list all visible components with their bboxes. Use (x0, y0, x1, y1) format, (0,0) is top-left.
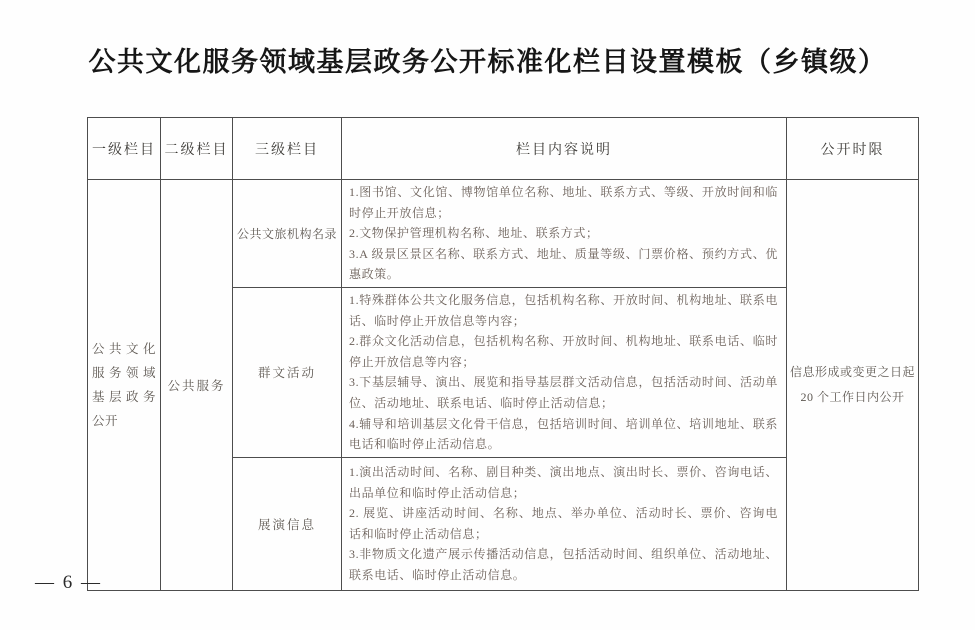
content-item: 3.非物质文化遗产展示传播活动信息，包括活动时间、组织单位、活动地址、联系电话、临时停止活动信息。 (349, 547, 778, 582)
header-level1: 一级栏目 (88, 118, 161, 180)
header-level3: 三级栏目 (233, 118, 342, 180)
cell-disclosure-deadline (787, 180, 919, 591)
cell-level3-row1: 公共文旅机构名录 (233, 180, 342, 288)
document-title: 公共文化服务领域基层政务公开标准化栏目设置模板（乡镇级） (88, 47, 887, 77)
cell-level3-row2: 群文活动 (233, 287, 342, 457)
cell-content-row1 (342, 180, 787, 288)
cell-content-row2 (342, 287, 787, 457)
content-item: 4.辅导和培训基层文化骨干信息，包括培训时间、培训单位、培训地址、联系电话和临时停止活动信息。 (349, 416, 778, 452)
cell-level1-category: 公共文化服务领域基层政务公开 (88, 180, 161, 591)
content-item: 1.图书馆、文化馆、博物馆单位名称、地址、联系方式、等级、开放时间和临时停止开放信息； (349, 185, 778, 220)
content-item: 1.特殊群体公共文化服务信息，包括机构名称、开放时间、机构地址、联系电话、临时停止开放信息等内容； (349, 292, 778, 328)
content-item: 2.文物保护管理机构名称、地址、联系方式； (349, 226, 599, 241)
header-content: 栏目内容说明 (342, 118, 787, 180)
cell-content-row3 (342, 457, 787, 590)
header-level2: 二级栏目 (161, 118, 233, 180)
content-item: 3.A 级景区景区名称、联系方式、地址、质量等级、门票价格、预约方式、优惠政策。 (349, 246, 778, 282)
content-item: 3.下基层辅导、演出、展览和指导基层群文活动信息，包括活动时间、活动单位、活动地址、联系电话、临时停止活动信息； (349, 375, 778, 410)
table-row (88, 180, 919, 288)
table-header-row (88, 118, 919, 180)
header-deadline: 公开时限 (787, 118, 919, 180)
content-item: 2.群众文化活动信息，包括机构名称、开放时间、机构地址、联系电话、临时停止开放信息等内容； (349, 334, 778, 369)
cell-level2-category: 公共服务 (161, 180, 233, 591)
deadline-line-1: 信息形成或变更之日起 (789, 364, 915, 379)
cell-level3-row3: 展演信息 (233, 457, 342, 590)
content-item: 1.演出活动时间、名称、剧目种类、演出地点、演出时长、票价、咨询电话、出品单位和临时停止活动信息； (349, 464, 778, 500)
content-item: 2. 展览、讲座活动时间、名称、地点、举办单位、活动时长、票价、咨询电话和临时停止活动信息； (349, 506, 778, 541)
standards-table (87, 117, 919, 591)
deadline-line-2: 20 个工作日内公开 (800, 389, 905, 404)
page-number: — 6 — (35, 572, 102, 593)
